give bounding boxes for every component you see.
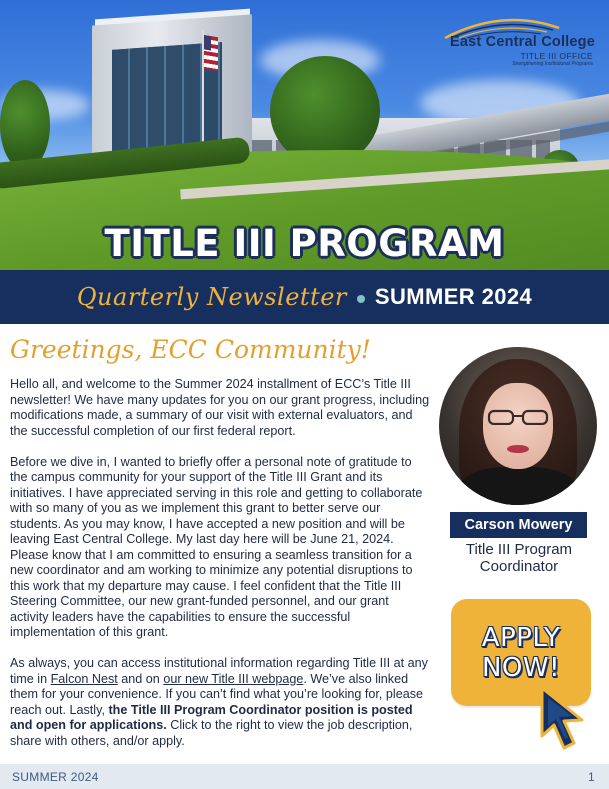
title-iii-webpage-link[interactable]: our new Title III webpage <box>163 671 304 686</box>
newsletter-label: Quarterly Newsletter <box>76 283 347 311</box>
hero-banner <box>0 0 609 270</box>
apply-label: APPLY <box>481 622 561 653</box>
paragraph-gratitude: Before we dive in, I wanted to briefly offer a personal note of gratitude to the campus community for your support of the Title III Grant and its initiatives. I have appreciated serving in this role and getting to collaborate with so many of you as we implement this grant to better serve our students. As you may know, I have accepted a new position and will be leaving East Central College. My last day here will be June 21, 2024. Please know that I am committed to ensuring a seamless transition for a new coordinator and am working to minimize any potential disruptions to this work that my departure may cause. I feel confident that the Title III Steering Committee, our new grant-funded personnel, and our grant activity leaders have the capabilities to ensure the successful implementation of this grant. <box>10 454 423 639</box>
tree <box>0 80 50 170</box>
page-footer <box>0 764 609 789</box>
text: . We’ve also linked them for your convenience. If you can’t find what you’re looking for, please reach out. Lastly, <box>10 671 424 717</box>
newsletter-band <box>0 270 609 324</box>
photo-shirt <box>457 467 579 505</box>
coordinator-photo <box>439 347 597 505</box>
paragraph-resources <box>10 656 430 749</box>
separator-dot <box>357 295 365 303</box>
page-number: 1 <box>588 769 595 784</box>
logo-tagline: Strengthening Institutional Programs <box>512 61 593 67</box>
photo-glasses <box>486 409 550 425</box>
photo-face <box>483 383 553 469</box>
logo-name: East Central College <box>449 34 595 50</box>
text: Click to the right to view the job description, share with others, and/or apply. <box>10 718 413 748</box>
job-posting-notice: the Title III Program Coordinator position is posted and open for applications. <box>10 702 413 732</box>
season-label: SUMMER 2024 <box>374 284 533 309</box>
falcon-nest-link[interactable]: Falcon Nest <box>50 671 118 686</box>
photo-lips <box>507 445 529 453</box>
pointer-cursor-icon <box>536 684 592 754</box>
text: As always, you can access institutional information regarding Title III at any time in <box>10 656 428 686</box>
page-title: TITLE III PROGRAM <box>104 222 505 265</box>
apply-label: NOW! <box>481 652 561 683</box>
footer-season: SUMMER 2024 <box>12 769 99 784</box>
role-line: Title III Program <box>465 541 573 558</box>
coordinator-name: Carson Mowery <box>450 512 587 538</box>
logo-office: TITLE III OFFICE <box>520 51 593 61</box>
coordinator-role <box>434 541 604 575</box>
college-logo <box>405 14 595 66</box>
greeting-heading: Greetings, ECC Community! <box>10 335 371 364</box>
flag-canton <box>204 35 211 50</box>
paragraph-intro: Hello all, and welcome to the Summer 2024 installment of ECC’s Title III newsletter! We have many updates for you on our grant progress, including modifications made, a summary of our visit with external evaluators, and the successful completion of our first federal report. <box>10 377 430 438</box>
text: and on <box>117 671 164 686</box>
article-body <box>10 377 430 765</box>
role-line: Coordinator <box>479 558 559 575</box>
